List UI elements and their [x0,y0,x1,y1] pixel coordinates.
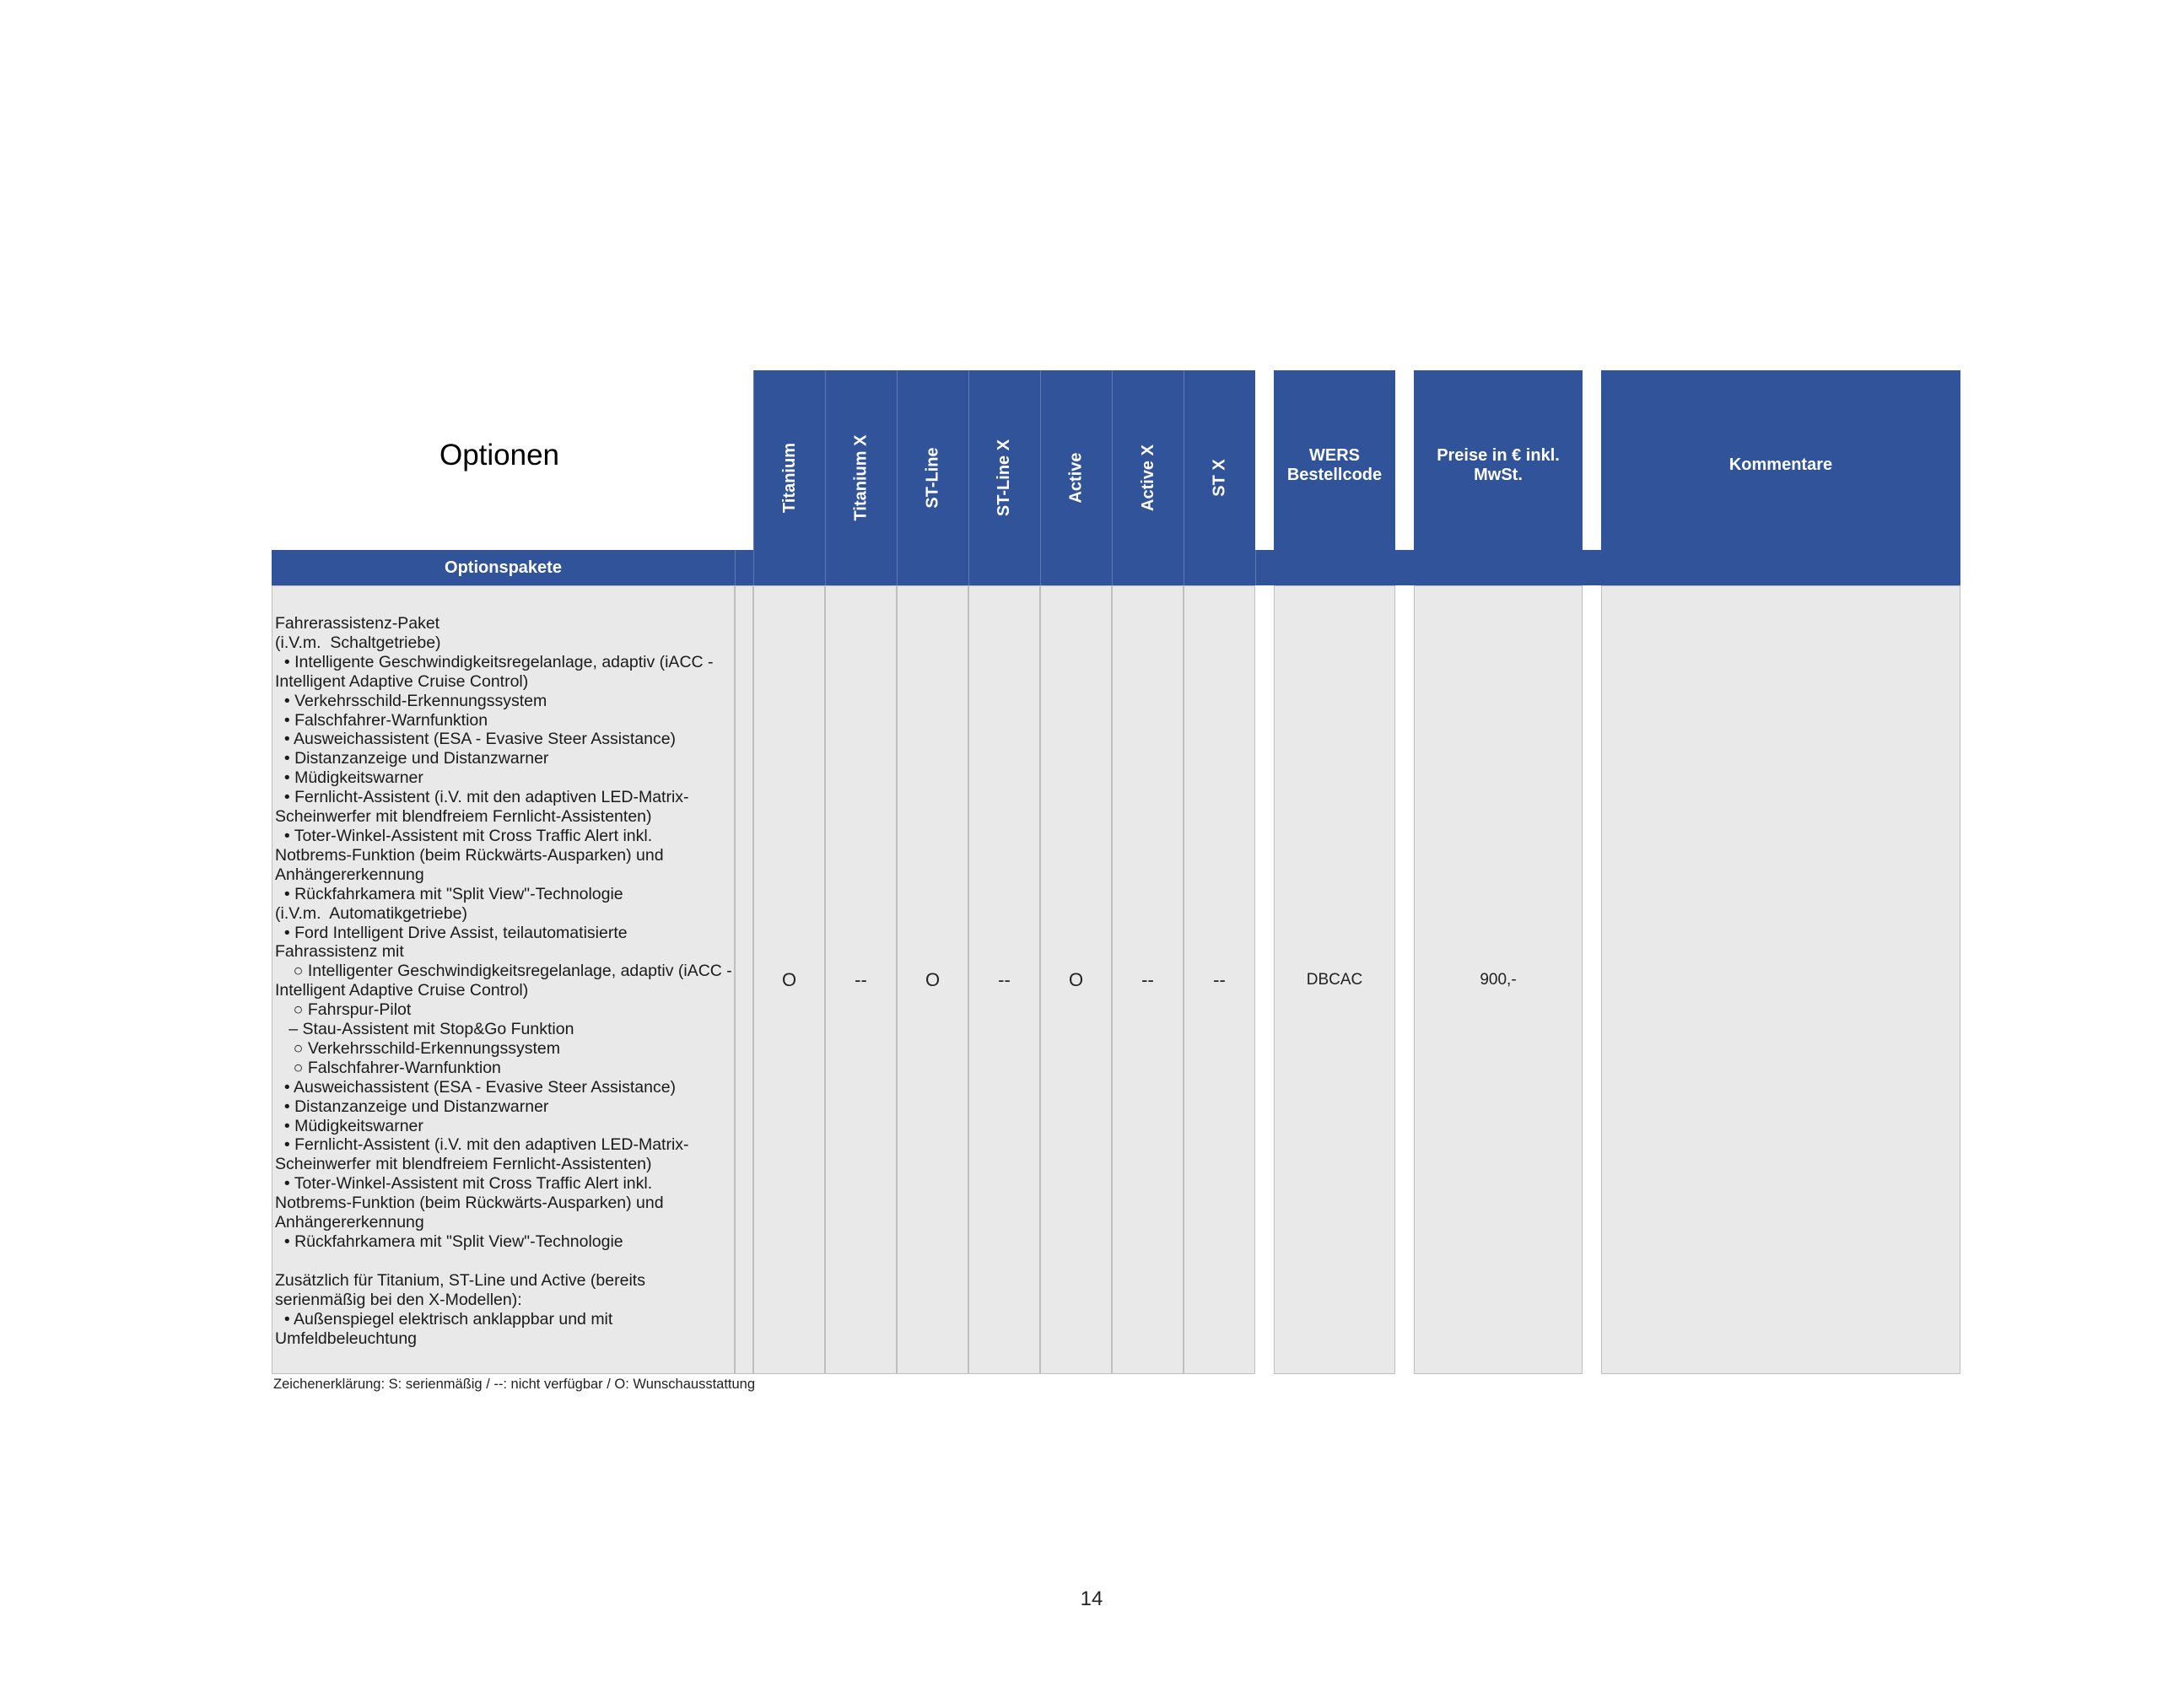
wers-code-cell: DBCAC [1274,585,1395,1374]
trim-header-titanium: Titanium [753,370,825,585]
description-spacer [735,585,753,1374]
availability-st-x: -- [1184,585,1255,1374]
availability-st-line-x: -- [968,585,1040,1374]
package-description: Fahrerassistenz-Paket (i.V.m. Schaltgetriebe) • Intelligente Geschwindigkeitsregelanlage, adaptiv (iACC - Intelligent Adaptive Cruise Control) • Verkehrsschild-Erkennungssystem • Falschfahrer-Warnfunktion • Ausweichassistent (ESA - Evasive Steer Assistance) • Distanzanzeige und Distanzwarner • Müdigkeitswarner • Fernlicht-Assistent (i.V. mit den adaptiven LED-Matrix- Scheinwerfer mit blendfreiem Fernlicht-Assistenten) • Toter-Winkel-Assistent mit Cross Traffic Alert inkl. Notbrems-Funktion (beim Rückwärts-Ausparken) und Anhängererkennung • Rückfahrkamera mit "Split View"-Technologie (i.V.m. Automatikgetriebe) • Ford Intelligent Drive Assist, teilautomatisierte Fahrassistenz mit ○ Intelligenter Geschwindigkeitsregelanlage, adaptiv (iACC - Intelligent Adaptive Cruise Control) ○ Fahrspur-Pilot – Stau-Assistent mit Stop&Go Funktion ○ Verkehrsschild-Erkennungssystem ○ Falschfahrer-Warnfunktion • Ausweichassistent (ESA - Evasive Steer Assistance) • Distanzanzeige und Distanzwarner • Müdigkeitswarner • Fernlicht-Assistent (i.V. mit den adaptiven LED-Matrix- Scheinwerfer mit blendfreiem Fernlicht-Assistenten) • Toter-Winkel-Assistent mit Cross Traffic Alert inkl. Notbrems-Funktion (beim Rückwärts-Ausparken) und Anhängererkennung • Rückfahrkamera mit "Split View"-Technologie Zusätzlich für Titanium, ST-Line und Active (bereits serienmäßig bei den X-Modellen): • Außenspiegel elektrisch anklappbar und mit Umfeldbeleuchtung [272,585,735,1374]
availability-active-x: -- [1112,585,1184,1374]
trim-header-st-line-x: ST-Line X [968,370,1040,585]
section-label: Optionspakete [445,558,562,577]
availability-active: O [1040,585,1112,1374]
comments-header: Kommentare [1601,370,1960,585]
availability-titanium-x: -- [825,585,897,1374]
page-number: 14 [1080,1587,1103,1610]
trim-header-active: Active [1040,370,1112,585]
header-spacer-2 [1395,550,1414,585]
section-header [272,550,735,585]
trim-header-st-line: ST-Line [897,370,968,585]
availability-st-line: O [897,585,968,1374]
price-cell: 900,- [1414,585,1583,1374]
header-spacer-3 [1583,550,1601,585]
trim-header-st-x: ST X [1184,370,1255,585]
trim-header-active-x: Active X [1112,370,1184,585]
legend-note: Zeichenerklärung: S: serienmäßig / --: nicht verfügbar / O: Wunschausstattung [273,1377,756,1392]
trim-header-titanium-x: Titanium X [825,370,897,585]
availability-titanium: O [753,585,825,1374]
header-spacer-1 [1255,550,1274,585]
wers-header: WERS Bestellcode [1274,370,1395,585]
comment-cell [1601,585,1960,1374]
table-title: Optionen [439,439,560,472]
section-header-spacer [735,550,753,585]
price-header: Preise in € inkl. MwSt. [1414,370,1583,585]
